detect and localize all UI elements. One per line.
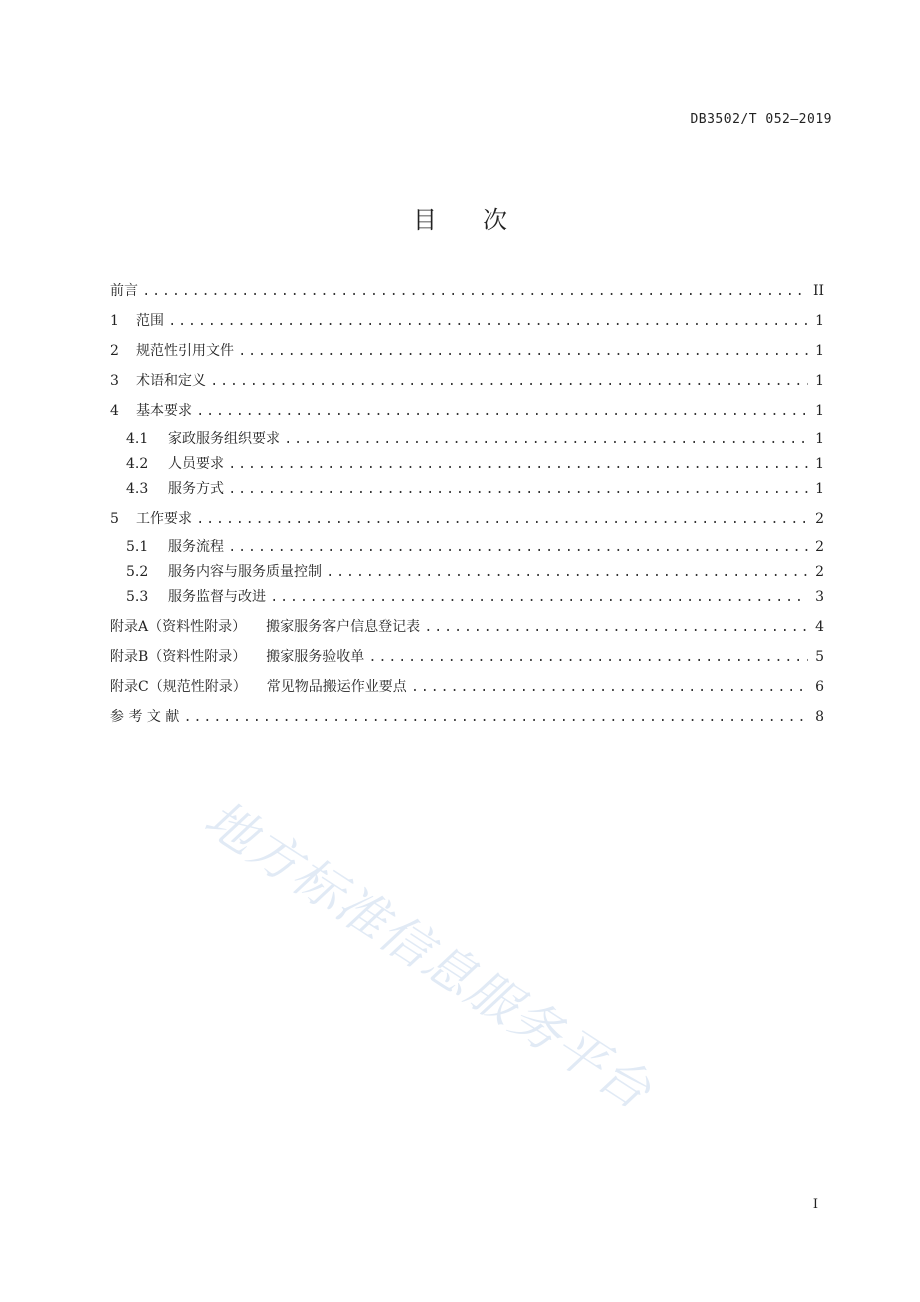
- toc-entry-title: 家政服务组织要求: [168, 431, 280, 447]
- toc-entry-page: 4: [815, 619, 824, 635]
- section-number: 4.1: [126, 431, 149, 447]
- toc-entry-title: 术语和定义: [136, 373, 206, 389]
- toc-entry-title: 服务监督与改进: [168, 589, 266, 605]
- toc-entry-appendix-a[interactable]: [110, 616, 824, 646]
- section-number: 5: [110, 511, 119, 527]
- toc-entry-title: 服务内容与服务质量控制: [168, 564, 322, 580]
- toc-entry-title: 前言: [110, 283, 138, 299]
- table-of-contents: [110, 280, 824, 736]
- toc-entry-page: 1: [815, 431, 824, 447]
- section-number: 3: [110, 373, 119, 389]
- section-number: 1: [110, 313, 119, 329]
- dot-leader: [228, 540, 808, 556]
- toc-entry-section-4-3[interactable]: [110, 478, 824, 508]
- toc-entry-section-3[interactable]: [110, 370, 824, 400]
- dot-leader: [411, 680, 808, 696]
- section-number: 4.3: [126, 481, 149, 497]
- section-number: 2: [110, 343, 119, 359]
- toc-entry-references[interactable]: [110, 706, 824, 736]
- toc-entry-title: 范围: [136, 313, 164, 329]
- toc-entry-page: 2: [815, 511, 824, 527]
- dot-leader: [238, 344, 808, 360]
- toc-entry-page: 2: [815, 539, 824, 555]
- toc-entry-page: II: [812, 283, 824, 299]
- toc-entry-page: 6: [815, 679, 824, 695]
- toc-entry-title: 服务方式: [168, 481, 224, 497]
- appendix-label: 附录B（资料性附录）: [110, 649, 247, 665]
- toc-entry-section-4[interactable]: [110, 400, 824, 428]
- toc-entry-section-5-3[interactable]: [110, 586, 824, 616]
- toc-entry-section-5-1[interactable]: [110, 536, 824, 561]
- toc-entry-section-4-1[interactable]: [110, 428, 824, 453]
- toc-entry-title: 基本要求: [136, 403, 192, 419]
- toc-entry-title: 常见物品搬运作业要点: [266, 679, 407, 695]
- toc-entry-appendix-c[interactable]: [110, 676, 824, 706]
- dot-leader: [228, 457, 808, 473]
- toc-entry-title: 搬家服务客户信息登记表: [266, 619, 421, 635]
- dot-leader: [168, 314, 808, 330]
- dot-leader: [228, 482, 808, 498]
- dot-leader: [424, 620, 808, 636]
- toc-entry-section-5[interactable]: [110, 508, 824, 536]
- dot-leader: [196, 512, 808, 528]
- section-number: 5.3: [126, 589, 149, 605]
- toc-entry-title: 规范性引用文件: [136, 343, 234, 359]
- toc-entry-title: 搬家服务验收单: [266, 649, 365, 665]
- toc-entry-title: 工作要求: [136, 511, 192, 527]
- section-number: 5.2: [126, 564, 149, 580]
- page-number: I: [812, 1197, 818, 1212]
- dot-leader: [210, 374, 808, 390]
- dot-leader: [196, 404, 808, 420]
- toc-entry-section-2[interactable]: [110, 340, 824, 370]
- dot-leader: [326, 565, 808, 581]
- page-title: 目次: [413, 206, 553, 234]
- toc-entry-page: 1: [815, 403, 824, 419]
- section-number: 4.2: [126, 456, 149, 472]
- toc-entry-page: 1: [815, 481, 824, 497]
- dot-leader: [368, 650, 808, 666]
- toc-entry-section-4-2[interactable]: [110, 453, 824, 478]
- section-number: 4: [110, 403, 119, 419]
- appendix-label: 附录C（规范性附录）: [110, 679, 247, 695]
- toc-entry-title: 人员要求: [168, 456, 224, 472]
- document-code: DB3502/T 052—2019: [690, 112, 832, 127]
- toc-entry-title: 服务流程: [168, 539, 224, 555]
- watermark: 地方标准信息服务平台: [194, 789, 663, 1122]
- toc-entry-page: 2: [815, 564, 824, 580]
- dot-leader: [183, 710, 808, 726]
- dot-leader: [284, 432, 808, 448]
- section-number: 5.1: [126, 539, 149, 555]
- toc-entry-page: 3: [815, 589, 824, 605]
- toc-entry-appendix-b[interactable]: [110, 646, 824, 676]
- toc-entry-title: 参 考 文 献: [110, 709, 180, 725]
- toc-entry-page: 1: [815, 373, 824, 389]
- toc-entry-page: 1: [815, 456, 824, 472]
- toc-entry-preface[interactable]: [110, 280, 824, 310]
- toc-entry-page: 8: [815, 709, 824, 725]
- toc-entry-section-5-2[interactable]: [110, 561, 824, 586]
- toc-entry-section-1[interactable]: [110, 310, 824, 340]
- dot-leader: [142, 284, 808, 300]
- toc-entry-page: 1: [815, 343, 824, 359]
- toc-entry-page: 5: [815, 649, 824, 665]
- toc-entry-page: 1: [815, 313, 824, 329]
- dot-leader: [270, 590, 808, 606]
- appendix-label: 附录A（资料性附录）: [110, 619, 247, 635]
